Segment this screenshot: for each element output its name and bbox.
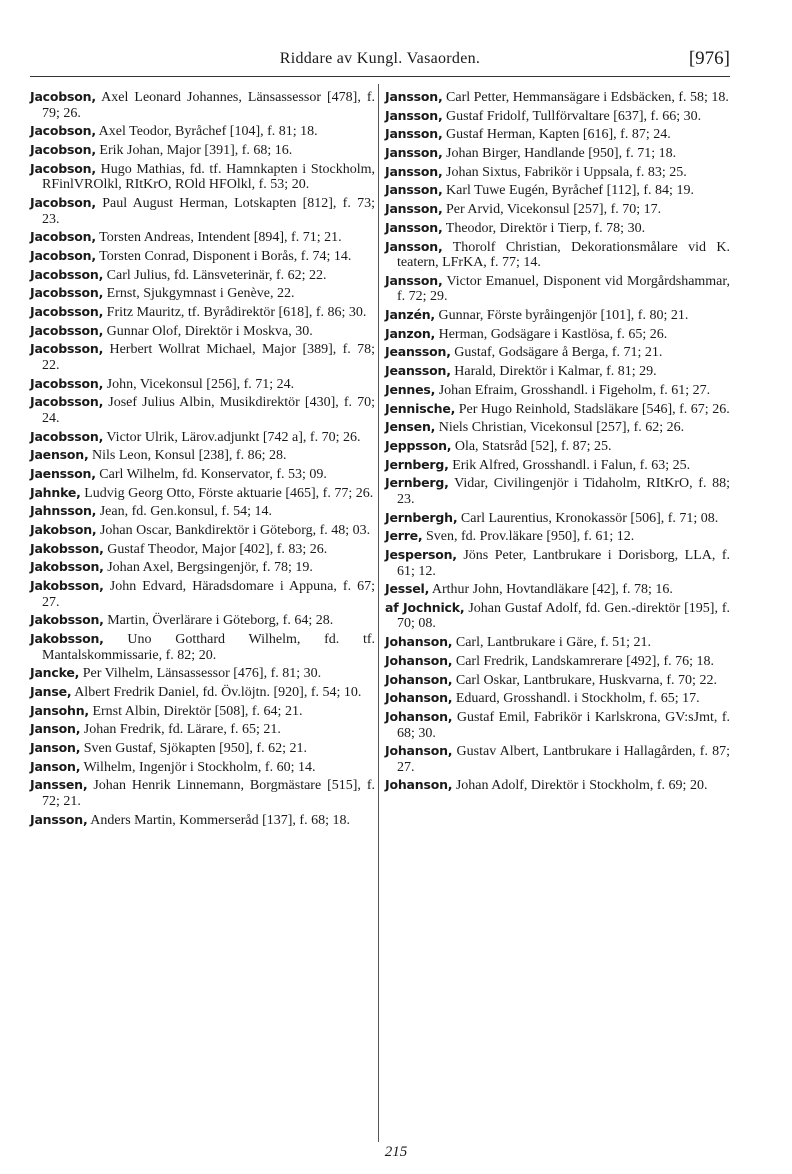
register-entry — [30, 721, 375, 738]
register-entry — [385, 547, 730, 579]
page-header — [30, 50, 730, 74]
entry-surname: Jansohn, — [30, 702, 89, 718]
register-entry — [30, 229, 375, 246]
register-entry — [385, 201, 730, 218]
entry-surname: Johanson, — [385, 708, 453, 724]
entry-surname: Janse, — [30, 684, 72, 700]
entry-surname: Jacobsson, — [30, 341, 104, 357]
entry-details: Josef Julius Albin, Musikdirektör [430], f. 70; 24. — [42, 395, 376, 426]
entry-details: Jean, fd. Gen.konsul, f. 54; 14. — [99, 504, 272, 520]
entry-surname: Jakobsson, — [30, 540, 104, 556]
entry-details: John Edvard, Häradsdomare i Appuna, f. 67; 27. — [42, 579, 376, 610]
entry-details: Uno Gotthard Wilhelm, fd. tf. Mantalskommissarie, f. 82; 20. — [42, 632, 375, 663]
register-entry — [30, 522, 375, 539]
register-entry — [385, 89, 730, 106]
entry-surname: Jansson, — [385, 272, 443, 288]
register-entry — [30, 376, 375, 393]
register-entry — [30, 665, 375, 682]
entry-surname: Janzon, — [385, 325, 436, 341]
entry-details: Per Hugo Reinhold, Stadsläkare [546], f. 67; 26. — [458, 401, 730, 417]
entry-details: Gunnar Olof, Direktör i Moskva, 30. — [106, 323, 313, 339]
register-entry — [30, 541, 375, 558]
entry-surname: Jessel, — [385, 581, 430, 597]
entry-details: Sven Gustaf, Sjökapten [950], f. 62; 21. — [83, 741, 307, 757]
entry-details: Nils Leon, Konsul [238], f. 86; 28. — [92, 448, 287, 464]
entry-surname: Janson, — [30, 740, 81, 756]
entry-details: Per Arvid, Vicekonsul [257], f. 70; 17. — [446, 202, 662, 218]
entry-surname: Jacobsson, — [30, 303, 104, 319]
register-entry — [385, 634, 730, 651]
register-entry — [30, 161, 375, 193]
register-entry — [385, 382, 730, 399]
entry-details: Albert Fredrik Daniel, fd. Öv.löjtn. [920], f. 54; 10. — [74, 685, 362, 701]
entry-surname: Jansson, — [385, 89, 443, 104]
register-entry — [30, 394, 375, 426]
entry-details: Ernst Albin, Direktör [508], f. 64; 21. — [92, 703, 303, 719]
column-divider — [378, 84, 379, 1142]
register-entry — [30, 89, 375, 121]
register-entry — [385, 307, 730, 324]
register-entry — [30, 740, 375, 757]
entry-details: Gustaf, Godsägare å Berga, f. 71; 21. — [454, 345, 663, 361]
entry-details: Johan Adolf, Direktör i Stockholm, f. 69; 20. — [455, 778, 708, 794]
register-entry — [30, 285, 375, 302]
entry-surname: af Jochnick, — [385, 599, 465, 615]
register-entry — [385, 672, 730, 689]
entry-surname: Jacobson, — [30, 89, 96, 104]
entry-details: Victor Ulrik, Lärov.adjunkt [742 a], f. 70; 26. — [106, 429, 361, 445]
entry-surname: Jesperson, — [385, 546, 457, 562]
entry-details: Jöns Peter, Lantbrukare i Dorisborg, LLA, f. 61; 12. — [397, 547, 731, 579]
entry-details: Erik Alfred, Grosshandl. i Falun, f. 63; 25. — [452, 457, 691, 473]
register-entry — [385, 273, 730, 305]
entry-details: Sven, fd. Prov.läkare [950], f. 61; 12. — [425, 529, 635, 545]
entry-surname: Jennische, — [385, 400, 456, 416]
entry-details: Carl Wilhelm, fd. Konservator, f. 53; 09. — [99, 466, 327, 482]
entry-surname: Johanson, — [385, 777, 453, 793]
entry-surname: Jacobsson, — [30, 285, 104, 301]
page-title: Riddare av Kungl. Vasaorden. — [279, 50, 481, 67]
register-entry — [385, 653, 730, 670]
register-entry — [30, 447, 375, 464]
register-entry — [30, 684, 375, 701]
entry-surname: Jansson, — [385, 126, 443, 142]
entry-details: Carl Petter, Hemmansägare i Edsbäcken, f. 58; 18. — [446, 90, 729, 105]
register-entry — [385, 126, 730, 143]
entry-details: Axel Leonard Johannes, Länsassessor [478], f. 79; 26. — [42, 90, 375, 121]
entry-details: Johan Gustaf Adolf, fd. Gen.-direktör [195], f. 70; 08. — [397, 600, 731, 632]
register-entry — [30, 323, 375, 340]
entry-details: Carl Fredrik, Landskamrerare [492], f. 76; 18. — [455, 653, 714, 669]
entry-surname: Johanson, — [385, 652, 453, 668]
register-entry — [30, 485, 375, 502]
entry-surname: Jaenson, — [30, 447, 89, 463]
register-entry — [30, 759, 375, 776]
entry-details: Ola, Statsråd [52], f. 87; 25. — [454, 438, 612, 454]
entry-surname: Jacobson, — [30, 141, 96, 157]
register-entry — [385, 419, 730, 436]
entry-details: Ernst, Sjukgymnast i Genève, 22. — [106, 286, 295, 302]
register-entry — [385, 182, 730, 199]
entry-surname: Jahnsson, — [30, 503, 97, 519]
page-reference: [976] — [688, 48, 730, 69]
register-entry — [385, 709, 730, 741]
entry-details: Erik Johan, Major [391], f. 68; 16. — [99, 142, 293, 158]
register-entry — [385, 363, 730, 380]
register-entry — [385, 239, 730, 271]
entry-surname: Janson, — [30, 721, 81, 737]
register-entry — [30, 195, 375, 227]
entry-surname: Jeansson, — [385, 363, 451, 379]
entry-details: Arthur John, Hovtandläkare [42], f. 78; 16. — [431, 582, 673, 598]
entry-surname: Jernberg, — [385, 456, 449, 472]
entry-surname: Jeppsson, — [385, 437, 452, 453]
register-entry — [30, 304, 375, 321]
entry-surname: Jansson, — [385, 107, 443, 123]
register-entry — [385, 777, 730, 794]
entry-details: Hugo Mathias, fd. tf. Hamnkapten i Stockholm, RFinlVROlkl, RItKrO, ROld HFOlkl, f. 53; 20. — [42, 161, 375, 193]
entry-details: Theodor, Direktör i Tierp, f. 78; 30. — [445, 220, 646, 236]
entry-surname: Jakobsson, — [30, 631, 104, 647]
entry-details: Johan Oscar, Bankdirektör i Göteborg, f. 48; 03. — [99, 523, 371, 539]
entry-details: Carl Laurentius, Kronokassör [506], f. 71; 08. — [460, 510, 719, 526]
entry-details: Johan Fredrik, fd. Lärare, f. 65; 21. — [83, 722, 281, 738]
register-entry — [30, 503, 375, 520]
register-entry — [30, 466, 375, 483]
entry-details: Herman, Godsägare i Kastlösa, f. 65; 26. — [438, 326, 668, 342]
entry-surname: Janssen, — [30, 777, 88, 793]
entry-details: Thorolf Christian, Dekorationsmålare vid K. teatern, LFrKA, f. 77; 14. — [397, 239, 731, 271]
register-entry — [30, 612, 375, 629]
entry-details: Johan Axel, Bergsingenjör, f. 78; 19. — [107, 560, 313, 576]
right-column — [385, 89, 730, 796]
entry-details: Martin, Överlärare i Göteborg, f. 64; 28. — [107, 613, 334, 629]
register-entry — [30, 341, 375, 373]
entry-surname: Jakobsson, — [30, 559, 104, 575]
register-entry — [30, 267, 375, 284]
entry-details: Johan Birger, Handlande [950], f. 71; 18. — [446, 146, 677, 162]
entry-surname: Jaensson, — [30, 465, 96, 481]
entry-details: Carl, Lantbrukare i Gäre, f. 51; 21. — [455, 635, 652, 651]
entry-surname: Jerre, — [385, 528, 423, 544]
entry-surname: Jernberg, — [385, 475, 449, 491]
register-entry — [385, 690, 730, 707]
entry-surname: Jacobsson, — [30, 266, 104, 282]
entry-details: Herbert Wollrat Michael, Major [389], f. 78; 22. — [42, 342, 375, 373]
entry-surname: Jakobsson, — [30, 612, 104, 628]
register-entry — [385, 326, 730, 343]
register-entry — [30, 123, 375, 140]
entry-details: Harald, Direktör i Kalmar, f. 81; 29. — [454, 364, 657, 380]
page-number: 215 — [384, 1144, 408, 1160]
entry-surname: Jennes, — [385, 381, 436, 397]
entry-details: Wilhelm, Ingenjör i Stockholm, f. 60; 14. — [83, 759, 316, 775]
entry-details: Gustaf Emil, Fabrikör i Karlskrona, GV:sJmt, f. 68; 30. — [397, 709, 730, 741]
entry-surname: Jahnke, — [30, 484, 81, 500]
left-column — [30, 89, 375, 830]
entry-surname: Jansson, — [385, 238, 443, 254]
entry-surname: Jacobson, — [30, 194, 96, 210]
entry-surname: Jancke, — [30, 665, 80, 681]
register-entry — [385, 220, 730, 237]
register-entry — [385, 528, 730, 545]
entry-surname: Johanson, — [385, 671, 453, 687]
register-entry — [385, 401, 730, 418]
register-entry — [30, 777, 375, 809]
entry-surname: Johanson, — [385, 634, 453, 650]
register-entry — [385, 510, 730, 527]
entry-surname: Janson, — [30, 758, 81, 774]
entry-details: Paul August Herman, Lotskapten [812], f. 73; 23. — [42, 195, 375, 227]
register-entry — [30, 248, 375, 265]
entry-details: Johan Sixtus, Fabrikör i Uppsala, f. 83; 25. — [446, 164, 687, 180]
entry-details: Karl Tuwe Eugén, Byråchef [112], f. 84; 19. — [446, 183, 694, 199]
entry-details: Axel Teodor, Byråchef [104], f. 81; 18. — [98, 124, 318, 140]
register-entry — [385, 164, 730, 181]
register-entry — [385, 108, 730, 125]
register-entry — [385, 344, 730, 361]
entry-surname: Jacobson, — [30, 247, 96, 263]
register-entry — [30, 812, 375, 829]
register-entry — [385, 475, 730, 507]
entry-details: Victor Emanuel, Disponent vid Morgårdshammar, f. 72; 29. — [397, 273, 731, 305]
entry-surname: Jansson, — [30, 811, 88, 827]
entry-details: Ludvig Georg Otto, Förste aktuarie [465], f. 77; 26. — [84, 485, 374, 501]
entry-details: Eduard, Grosshandl. i Stockholm, f. 65; 17. — [455, 691, 700, 707]
entry-details: Gunnar, Förste byråingenjör [101], f. 80; 21. — [438, 308, 689, 324]
entry-details: John, Vicekonsul [256], f. 71; 24. — [106, 376, 295, 392]
entry-surname: Jacobson, — [30, 229, 96, 245]
register-entry — [30, 578, 375, 610]
entry-details: Niels Christian, Vicekonsul [257], f. 62; 26. — [438, 420, 685, 436]
entry-surname: Jacobsson, — [30, 322, 104, 338]
entry-details: Gustaf Herman, Kapten [616], f. 87; 24. — [446, 127, 671, 143]
entry-details: Johan Efraim, Grosshandl. i Figeholm, f. 61; 27. — [438, 382, 711, 398]
register-entry — [30, 429, 375, 446]
register-entry — [385, 743, 730, 775]
entry-surname: Jansson, — [385, 163, 443, 179]
entry-details: Carl Oskar, Lantbrukare, Huskvarna, f. 70; 22. — [455, 672, 717, 688]
entry-surname: Jakobsson, — [30, 578, 104, 594]
register-entry — [385, 145, 730, 162]
entry-surname: Jacobsson, — [30, 394, 104, 410]
entry-details: Fritz Mauritz, tf. Byrådirektör [618], f. 86; 30. — [106, 304, 367, 320]
entry-surname: Jeansson, — [385, 344, 451, 360]
entry-surname: Jensen, — [385, 419, 436, 435]
register-entry — [385, 457, 730, 474]
entry-surname: Jacobsson, — [30, 428, 104, 444]
entry-details: Gustaf Fridolf, Tullförvaltare [637], f. 66; 30. — [446, 108, 702, 124]
entry-details: Anders Martin, Kommerseråd [137], f. 68; 18. — [90, 812, 350, 828]
entry-details: Vidar, Civilingenjör i Tidaholm, RItKrO, f. 88; 23. — [397, 476, 731, 507]
entry-details: Carl Julius, fd. Länsveterinär, f. 62; 22. — [106, 267, 327, 283]
entry-surname: Jacobson, — [30, 160, 96, 176]
entry-surname: Jansson, — [385, 201, 443, 217]
register-entry — [30, 631, 375, 663]
entry-surname: Jacobsson, — [30, 375, 104, 391]
register-entry — [385, 600, 730, 632]
entry-details: Per Vilhelm, Länsassessor [476], f. 81; 30. — [82, 666, 322, 682]
entry-surname: Jansson, — [385, 182, 443, 198]
header-rule — [30, 76, 730, 77]
register-entry — [30, 559, 375, 576]
entry-details: Johan Henrik Linnemann, Borgmästare [515], f. 72; 21. — [42, 778, 376, 810]
entry-surname: Johanson, — [385, 690, 453, 706]
register-entry — [385, 438, 730, 455]
entry-surname: Johanson, — [385, 743, 453, 759]
entry-details: Gustav Albert, Lantbrukare i Hallagården, f. 87; 27. — [397, 744, 731, 775]
entry-details: Torsten Conrad, Disponent i Borås, f. 74; 14. — [99, 248, 352, 264]
entry-details: Torsten Andreas, Intendent [894], f. 71; 21. — [99, 230, 342, 246]
entry-surname: Jansson, — [385, 145, 443, 161]
entry-surname: Jansson, — [385, 219, 443, 235]
register-entry — [385, 581, 730, 598]
register-entry — [30, 142, 375, 159]
register-entry — [30, 703, 375, 720]
entry-surname: Jakobson, — [30, 522, 97, 538]
entry-details: Gustaf Theodor, Major [402], f. 83; 26. — [107, 541, 328, 557]
entry-surname: Jernbergh, — [385, 509, 458, 525]
entry-surname: Janzén, — [385, 307, 435, 323]
entry-surname: Jacobson, — [30, 123, 96, 139]
